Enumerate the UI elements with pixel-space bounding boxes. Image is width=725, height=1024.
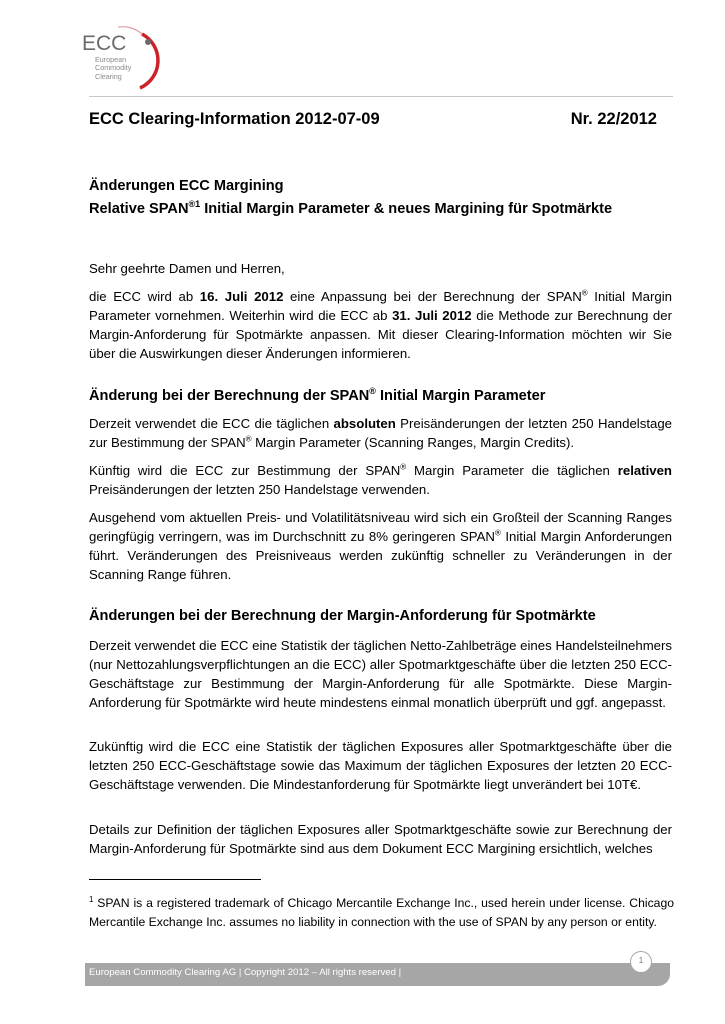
text: die Methode zur Berechnung der Margin-Anforderung für Spotmärkte anpassen. Mit dieser Clearing-Information möchten wir Sie über die Auswirkungen dieser Änderungen informieren. (89, 308, 672, 361)
registered-mark: ® (581, 288, 588, 298)
page-number: 1 (638, 955, 644, 965)
footnote-ref: ®1 (188, 199, 201, 209)
footnote (89, 890, 674, 932)
logo-line: European (95, 55, 127, 64)
section1-paragraph-3 (89, 508, 672, 584)
registered-mark: ® (400, 462, 407, 472)
text: Derzeit verwendet die ECC die täglichen (89, 416, 334, 431)
copyright-text: European Commodity Clearing AG | Copyright 2012 – All rights reserved | (89, 967, 402, 978)
text: eine Anpassung bei der Berechnung der SPAN (283, 289, 582, 304)
subject-line-2 (89, 195, 679, 218)
text: Ausgehend vom aktuellen Preis- und Volatilitätsniveau wird sich ein Großteil der Scanning Ranges geringfügig verringern, was im Durchschnitt zu 8% geringeren SPAN (89, 510, 672, 544)
section1-paragraph-1 (89, 414, 672, 452)
bold-text: absoluten (333, 416, 396, 431)
subject-block (89, 177, 679, 218)
section2-paragraph-1: Derzeit verwendet die ECC eine Statistik der täglichen Netto-Zahlbeträge eines Handelsteilnehmers (nur Nettozahlungsverpflichtungen an die ECC) aller Spotmarktgeschäfte über die letzten 250 ECC-Geschäftstage zur Bestimmung der Margin-Anforderung für alle Spotmärkte. Diese Margin-Anforderung für Spotmärkte wird heute mindestens einmal monatlich überprüft und ggf. angepasst. (89, 638, 672, 710)
footnote-divider (89, 879, 261, 880)
text: die ECC wird ab (89, 289, 200, 304)
text: Preisänderungen der letzten 250 Handelstage verwenden. (89, 482, 430, 497)
heading-text: Änderung bei der Berechnung der SPAN (89, 387, 370, 404)
logo-name: ECC (82, 32, 127, 55)
footnote-text: SPAN is a registered trademark of Chicago Mercantile Exchange Inc., used herein under license. Chicago Mercantile Exchange Inc. assumes no liability in connection with the use of SPAN by any person or entity. (89, 896, 674, 930)
text: Künftig wird die ECC zur Bestimmung der SPAN (89, 463, 401, 478)
registered-mark: ® (369, 386, 376, 396)
text: Preisänderungen der letzten 250 Handelstage zur Bestimmung der SPAN (89, 416, 672, 450)
logo-subtitle (95, 56, 131, 81)
ecc-logo (82, 26, 162, 90)
header-divider (89, 96, 673, 97)
text: Initial Margin Anforderungen führt. Veränderungen des Preisniveaus werden zukünftig schneller zu Veränderungen in der Scanning Range führen. (89, 529, 672, 582)
footer-bar (85, 963, 670, 986)
registered-mark: ® (245, 434, 252, 444)
section2-paragraph-2: Zukünftig wird die ECC eine Statistik der täglichen Exposures aller Spotmarktgeschäfte über die letzten 250 ECC-Geschäftstage sowie das Maximum der täglichen Exposures der letzten 20 ECC-Geschäftstage verwenden. Die Mindestanforderung für Spotmärkte liegt unverändert bei 10T€. (89, 739, 672, 792)
subject-line-1: Änderungen ECC Margining (89, 178, 284, 194)
text: Margin Parameter (Scanning Ranges, Margin Credits). (251, 435, 575, 450)
subject-text: Relative SPAN (89, 200, 189, 217)
bold-text: relativen (617, 463, 672, 478)
logo-line: Commodity (95, 63, 132, 73)
page-number-badge (630, 951, 652, 973)
registered-mark: ® (494, 528, 501, 538)
section-heading (89, 386, 679, 404)
date-bold: 31. Juli 2012 (392, 308, 472, 323)
heading-text: Initial Margin Parameter (375, 387, 546, 404)
subject-text: Initial Margin Parameter & neues Margining für Spotmärkte (200, 200, 613, 217)
document-number: Nr. 22/2012 (570, 110, 657, 128)
salutation: Sehr geehrte Damen und Herren, (89, 261, 285, 276)
section2-paragraph-3: Details zur Definition der täglichen Exposures aller Spotmarktgeschäfte sowie zur Berechnung der Margin-Anforderung für Spotmärkte sind aus dem Dokument ECC Margining ersichtlich, welches (89, 822, 672, 856)
date-bold: 16. Juli 2012 (199, 289, 284, 304)
section1-paragraph-2 (89, 461, 672, 499)
title-text: ECC Clearing-Information 2012-07-09 (89, 110, 380, 128)
document-title (89, 110, 657, 129)
logo-line: Clearing (95, 71, 122, 81)
section-heading: Änderungen bei der Berechnung der Margin-Anforderung für Spotmärkte (89, 608, 596, 624)
text: Margin Parameter die täglichen (406, 463, 618, 478)
text: Initial Margin Parameter vornehmen. Weiterhin wird die ECC ab (89, 289, 672, 323)
footnote-mark: 1 (89, 895, 94, 904)
intro-paragraph (89, 287, 672, 363)
